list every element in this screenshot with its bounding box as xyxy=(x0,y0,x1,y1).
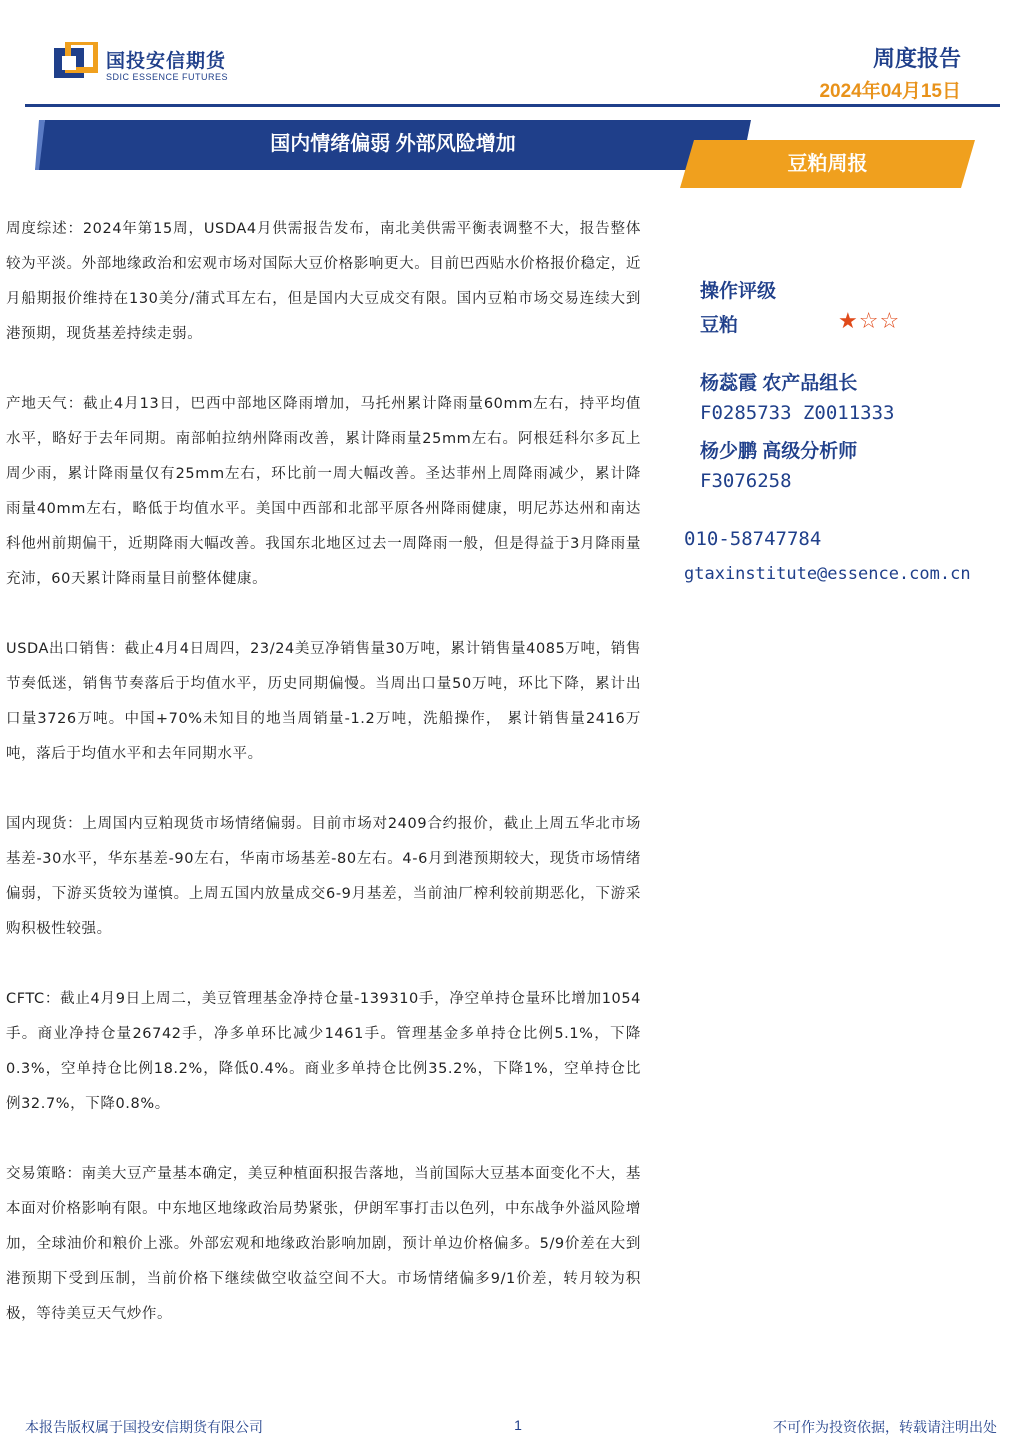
paragraph-summary: 周度综述：2024年第15周，USDA4月供需报告发布，南北美供需平衡表调整不大，报告整体较为平淡。外部地缘政治和宏观市场对国际大豆价格影响更大。目前巴西贴水价格报价稳定，近月船期报价维持在130美分/蒲式耳左右，但是国内大豆成交有限。国内豆粕市场交易连续大到港预期，现货基差持续走弱。 xyxy=(6,221,641,342)
footer-disclaimer: 不可作为投资依据，转载请注明出处 xyxy=(773,1419,997,1435)
rating-title: 操作评级 xyxy=(700,281,777,302)
section-tag-label: 豆粕周报 xyxy=(787,153,868,175)
paragraph-cftc: CFTC：截止4月9日上周二，美豆管理基金净持仓量-139310手，净空单持仓量环比增加1054手。商业净持仓量26742手，净多单环比减少1461手。管理基金多单持仓比例5.1%，下降0.3%，空单持仓比例18.2%，降低0.4%。商业多单持仓比例35.2%，下降1%，空单持仓比例32.7%，下降0.8%。 xyxy=(6,991,641,1112)
logo-mark-icon xyxy=(54,42,98,86)
analyst2-id: F3076258 xyxy=(700,470,792,492)
company-name-en: SDIC ESSENCE FUTURES xyxy=(106,72,229,82)
analyst1-ids: F0285733 Z0011333 xyxy=(700,402,895,424)
contact-phone[interactable]: 010-58747784 xyxy=(684,528,822,550)
report-type: 周度报告 xyxy=(872,46,961,71)
analyst1-name: 杨蕊霞 农产品组长 xyxy=(700,373,858,394)
contact-email[interactable]: gtaxinstitute@essence.com.cn xyxy=(684,564,971,584)
company-name-cn: 国投安信期货 xyxy=(106,51,227,72)
footer-copyright: 本报告版权属于国投安信期货有限公司 xyxy=(25,1419,263,1435)
page-number: 1 xyxy=(514,1417,522,1433)
paragraph-usda-export: USDA出口销售：截止4月4日周四，23/24美豆净销售量30万吨，累计销售量4085万吨，销售节奏低迷，销售节奏落后于均值水平，历史同期偏慢。当周出口量50万吨，环比下降，累计出口量3726万吨。中国+70%未知目的地当周销量-1.2万吨，洗船操作， 累计销售量2416万吨，落后于均值水平和去年同期水平。 xyxy=(6,641,641,762)
paragraph-domestic-spot: 国内现货：上周国内豆粕现货市场情绪偏弱。目前市场对2409合约报价，截止上周五华北市场基差-30水平，华东基差-90左右，华南市场基差-80左右。4-6月到港预期较大，现货市场情绪偏弱，下游买货较为谨慎。上周五国内放量成交6-9月基差，当前油厂榨利较前期恶化，下游采购积极性较强。 xyxy=(6,816,641,937)
report-body xyxy=(6,212,641,1367)
section-tag xyxy=(680,140,975,188)
rating-stars-icon: ★☆☆ xyxy=(838,308,901,333)
company-logo xyxy=(52,40,242,90)
header-rule xyxy=(25,104,1000,107)
paragraph-strategy: 交易策略：南美大豆产量基本确定，美豆种植面积报告落地，当前国际大豆基本面变化不大，基本面对价格影响有限。中东地区地缘政治局势紧张，伊朗军事打击以色列，中东战争外溢风险增加，全球油价和粮价上涨。外部宏观和地缘政治影响加剧，预计单边价格偏多。5/9价差在大到港预期下受到压制，当前价格下继续做空收益空间不大。市场情绪偏多9/1价差，转月较为积极，等待美豆天气炒作。 xyxy=(6,1166,641,1322)
report-date: 2024年04月15日 xyxy=(819,81,961,102)
paragraph-weather: 产地天气：截止4月13日，巴西中部地区降雨增加，马托州累计降雨量60mm左右，持平均值水平，略好于去年同期。南部帕拉纳州降雨改善，累计降雨量25mm左右。阿根廷科尔多瓦上周少雨，累计降雨量仅有25mm左右，环比前一周大幅改善。圣达菲州上周降雨减少，累计降雨量40mm左右，略低于均值水平。美国中西部和北部平原各州降雨健康，明尼苏达州和南达科他州前期偏干，近期降雨大幅改善。我国东北地区过去一周降雨一般，但是得益于3月降雨量充沛，60天累计降雨量目前整体健康。 xyxy=(6,396,641,587)
rating-commodity: 豆粕 xyxy=(700,315,739,336)
title-banner xyxy=(35,118,751,170)
analyst2-name: 杨少鹏 高级分析师 xyxy=(700,441,858,462)
report-title: 国内情绪偏弱 外部风险增加 xyxy=(270,133,516,155)
